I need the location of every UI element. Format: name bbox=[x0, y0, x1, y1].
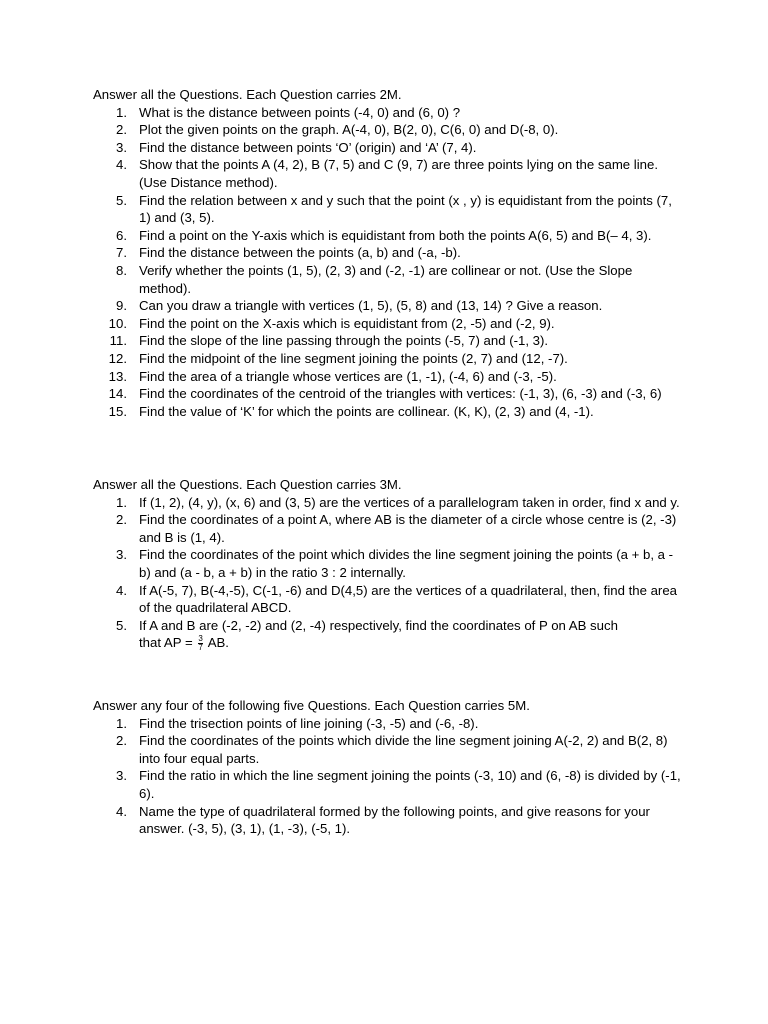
question-number: 12. bbox=[108, 350, 127, 366]
question-item bbox=[93, 332, 683, 350]
question-item bbox=[93, 511, 683, 546]
question-number: 4. bbox=[116, 803, 127, 819]
question-text: Find the coordinates of the points which divide the line segment joining A(-2, 2) and B(2, 8) into four equal parts. bbox=[139, 733, 668, 766]
fraction-denominator: 7 bbox=[198, 643, 203, 653]
question-item bbox=[93, 617, 683, 653]
question-item bbox=[93, 803, 683, 838]
question-item bbox=[93, 494, 683, 512]
question-item bbox=[93, 368, 683, 386]
question-text: Find the point on the X-axis which is equidistant from (2, -5) and (-2, 9). bbox=[139, 315, 555, 331]
section-5-marks bbox=[93, 697, 683, 838]
question-text: Name the type of quadrilateral formed by the following points, and give reasons for your answer. (-3, 5), (3, 1), (1, -3), (-5, 1). bbox=[139, 803, 650, 837]
question-item bbox=[93, 767, 683, 802]
question-item bbox=[93, 297, 683, 315]
question-text: Find the distance between the points (a, b) and (-a, -b). bbox=[139, 245, 461, 261]
question-number: 9. bbox=[116, 298, 127, 314]
question-text: Find the ratio in which the line segment joining the points (-3, 10) and (6, -8) is divided by (-1, 6). bbox=[139, 768, 681, 801]
question-list bbox=[93, 715, 683, 838]
question-text: Find the coordinates of the centroid of the triangles with vertices: (-1, 3), (6, -3) and (-3, 6) bbox=[139, 386, 662, 402]
question-number: 3. bbox=[116, 547, 127, 563]
question-number: 5. bbox=[116, 192, 127, 208]
question-text-end: AB. bbox=[204, 635, 229, 651]
question-number: 2. bbox=[116, 512, 127, 528]
question-text: Find the relation between x and y such that the point (x , y) is equidistant from the points (7, 1) and (3, 5). bbox=[139, 192, 672, 226]
question-text: If A and B are (-2, -2) and (2, -4) respectively, find the coordinates of P on AB such bbox=[139, 617, 618, 633]
question-text: Find the value of ‘K’ for which the points are collinear. (K, K), (2, 3) and (4, -1). bbox=[139, 403, 594, 419]
question-text: Can you draw a triangle with vertices (1, 5), (5, 8) and (13, 14) ? Give a reason. bbox=[139, 298, 603, 314]
question-text: Show that the points A (4, 2), B (7, 5) and C (9, 7) are three points lying on the same line. (Use Distance method). bbox=[139, 157, 658, 190]
question-item bbox=[93, 104, 683, 122]
question-text: Find a point on the Y-axis which is equidistant from both the points A(6, 5) and B(– 4, 3). bbox=[139, 227, 652, 243]
question-text: Find the area of a triangle whose vertices are (1, -1), (-4, 6) and (-3, -5). bbox=[139, 368, 557, 384]
question-item bbox=[93, 156, 683, 191]
question-number: 1. bbox=[116, 104, 127, 120]
question-number: 11. bbox=[109, 333, 127, 349]
question-text: Find the coordinates of the point which divides the line segment joining the points (a + b, a - b) and (a - b, a + b) in the ratio 3 : 2 internally. bbox=[139, 547, 674, 580]
question-number: 8. bbox=[116, 262, 127, 278]
section-heading: Answer all the Questions. Each Question carries 2M. bbox=[93, 87, 402, 102]
question-number: 1. bbox=[116, 494, 127, 510]
section-2-marks bbox=[93, 86, 683, 420]
question-number: 6. bbox=[116, 227, 127, 243]
question-number: 14. bbox=[108, 386, 127, 402]
question-item bbox=[93, 582, 683, 617]
question-number: 4. bbox=[116, 582, 127, 598]
question-text: Find the midpoint of the line segment joining the points (2, 7) and (12, -7). bbox=[139, 350, 568, 366]
question-number: 2. bbox=[116, 733, 127, 749]
question-item bbox=[93, 732, 683, 767]
question-number: 3. bbox=[116, 768, 127, 784]
question-number: 5. bbox=[116, 617, 127, 633]
question-item bbox=[93, 546, 683, 581]
fraction bbox=[198, 635, 202, 652]
section-heading: Answer all the Questions. Each Question carries 3M. bbox=[93, 477, 402, 492]
question-list bbox=[93, 494, 683, 653]
question-number: 3. bbox=[116, 139, 127, 155]
question-number: 13. bbox=[108, 368, 127, 384]
question-number: 1. bbox=[116, 715, 127, 731]
question-text: If A(-5, 7), B(-4,-5), C(-1, -6) and D(4,5) are the vertices of a quadrilateral, then, find the area of the quadrilateral ABCD. bbox=[139, 582, 677, 616]
question-text: Find the distance between points ‘O’ (origin) and ‘A’ (7, 4). bbox=[139, 139, 477, 155]
question-number: 2. bbox=[116, 122, 127, 138]
fraction-numerator: 3 bbox=[198, 634, 203, 644]
question-item bbox=[93, 244, 683, 262]
question-number: 7. bbox=[116, 245, 127, 261]
question-text: Find the trisection points of line joining (-3, -5) and (-6, -8). bbox=[139, 715, 479, 731]
question-item bbox=[93, 227, 683, 245]
question-number: 4. bbox=[116, 157, 127, 173]
question-item bbox=[93, 385, 683, 403]
question-item bbox=[93, 315, 683, 333]
question-text: Find the slope of the line passing through the points (-5, 7) and (-1, 3). bbox=[139, 333, 549, 349]
question-item bbox=[93, 121, 683, 139]
question-number: 15. bbox=[108, 403, 127, 419]
question-text: What is the distance between points (-4, 0) and (6, 0) ? bbox=[139, 104, 461, 120]
question-number: 10. bbox=[108, 315, 127, 331]
question-list bbox=[93, 104, 683, 421]
question-item bbox=[93, 350, 683, 368]
section-heading: Answer any four of the following five Questions. Each Question carries 5M. bbox=[93, 698, 530, 713]
question-text: If (1, 2), (4, y), (x, 6) and (3, 5) are the vertices of a parallelogram taken in order, find x and y. bbox=[139, 494, 680, 510]
question-item bbox=[93, 715, 683, 733]
question-text: Plot the given points on the graph. A(-4, 0), B(2, 0), C(6, 0) and D(-8, 0). bbox=[139, 122, 559, 138]
question-text: Find the coordinates of a point A, where AB is the diameter of a circle whose centre is (2, -3) and B is (1, 4). bbox=[139, 512, 677, 545]
question-text-continued: that AP = bbox=[139, 635, 197, 651]
question-item bbox=[93, 192, 683, 227]
question-item bbox=[93, 262, 683, 297]
question-text: Verify whether the points (1, 5), (2, 3) and (-2, -1) are collinear or not. (Use the Slope method). bbox=[139, 262, 633, 296]
question-item bbox=[93, 139, 683, 157]
section-3-marks bbox=[93, 476, 683, 652]
question-item bbox=[93, 403, 683, 421]
